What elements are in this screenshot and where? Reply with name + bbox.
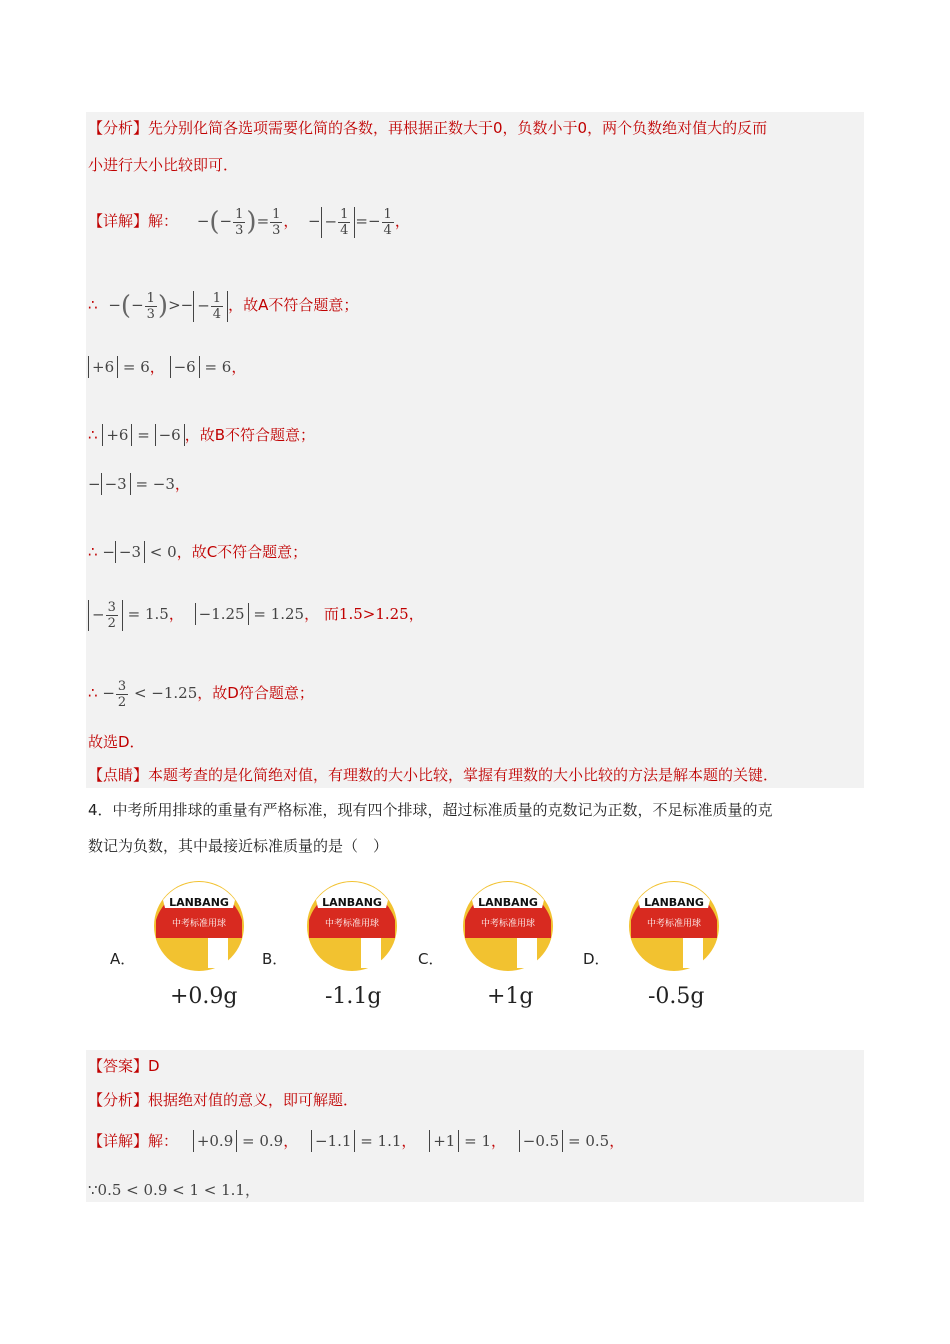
- option-d-weight: -0.5g: [648, 984, 705, 1009]
- option-a-weight: +0.9g: [170, 984, 238, 1009]
- question-line-1: 4．中考所用排球的重量有严格标准，现有四个排球，超过标准质量的克数记为正数，不足标准质量的克: [88, 801, 773, 819]
- answer-final-line: ∵0.5 < 0.9 < 1 < 1.1，: [88, 1181, 260, 1199]
- conclusion-a-line: ∴ −(− $\frac{1}{3}$ )>− − $\frac{1}{4}$ ，故A不符合题意；: [88, 290, 359, 322]
- remark-line: 【点睛】本题考查的是化简绝对值，有理数的大小比较，掌握有理数的大小比较的方法是解本题的关键．: [88, 766, 779, 784]
- svg-text:中考标准用球: 中考标准用球: [171, 919, 227, 929]
- option-b-weight: -1.1g: [325, 984, 382, 1009]
- question-line-2: 数记为负数，其中最接近标准质量的是（ ）: [88, 837, 389, 855]
- option-c-weight: +1g: [487, 984, 534, 1009]
- svg-text:LANBANG: LANBANG: [322, 896, 382, 909]
- analysis-line-2: 小进行大小比较即可．: [88, 156, 239, 174]
- conclusion-b-line: ∴ +6 = −6 ，故B不符合题意；: [88, 426, 315, 444]
- conclusion-d-line: ∴ − $\frac{3}{2}$ < −1.25，故D符合题意；: [88, 678, 314, 710]
- svg-text:中考标准用球: 中考标准用球: [324, 919, 380, 929]
- volleyball-image-b: [306, 880, 398, 972]
- answer-analysis-line: 【分析】根据绝对值的意义，即可解题．: [88, 1091, 359, 1109]
- answer-detail-line: 【详解】解： +0.9 = 0.9， −1.1 = 1.1， +1 = 1， −0.5 = 0.5，: [88, 1132, 625, 1150]
- equation-1: −(− $\frac{1}{3}$ )= $\frac{1}{3}$ ， − − $\frac{1}{4}$ =− $\frac{1}{4}$ ，: [196, 206, 410, 238]
- volleyball-image-d: [628, 880, 720, 972]
- svg-text:LANBANG: LANBANG: [169, 896, 229, 909]
- eq-d-line: − $\frac{3}{2}$ = 1.5， −1.25 = 1.25， 而1.5>1.25，: [88, 592, 424, 636]
- svg-text:中考标准用球: 中考标准用球: [480, 919, 536, 929]
- analysis-line-1: 【分析】先分别化简各选项需要化简的各数，再根据正数大于0，负数小于0，两个负数绝对值大的反而: [88, 119, 768, 137]
- choice-line: 故选D．: [88, 733, 145, 751]
- answer-line: 【答案】D: [88, 1057, 160, 1075]
- svg-text:中考标准用球: 中考标准用球: [646, 919, 702, 929]
- volleyball-image-c: [462, 880, 554, 972]
- svg-text:LANBANG: LANBANG: [478, 896, 538, 909]
- option-a-label: A．: [110, 950, 136, 968]
- volleyball-image-a: [153, 880, 245, 972]
- eq-b-line: +6 = 6， −6 = 6，: [88, 356, 246, 378]
- eq-c-line: − −3 = −3，: [88, 475, 190, 493]
- option-d-label: D．: [583, 950, 610, 968]
- detail-line: 【详解】解： −(− $\frac{1}{3}$ )= $\frac{1}{3}$ ， − − $\frac{1}{4}$ =− $\frac{1}{4}$ ，: [88, 206, 410, 238]
- option-c-label: C．: [418, 950, 444, 968]
- option-b-label: B．: [262, 950, 288, 968]
- svg-text:LANBANG: LANBANG: [644, 896, 704, 909]
- conclusion-c-line: ∴ − −3 < 0，故C不符合题意；: [88, 543, 308, 561]
